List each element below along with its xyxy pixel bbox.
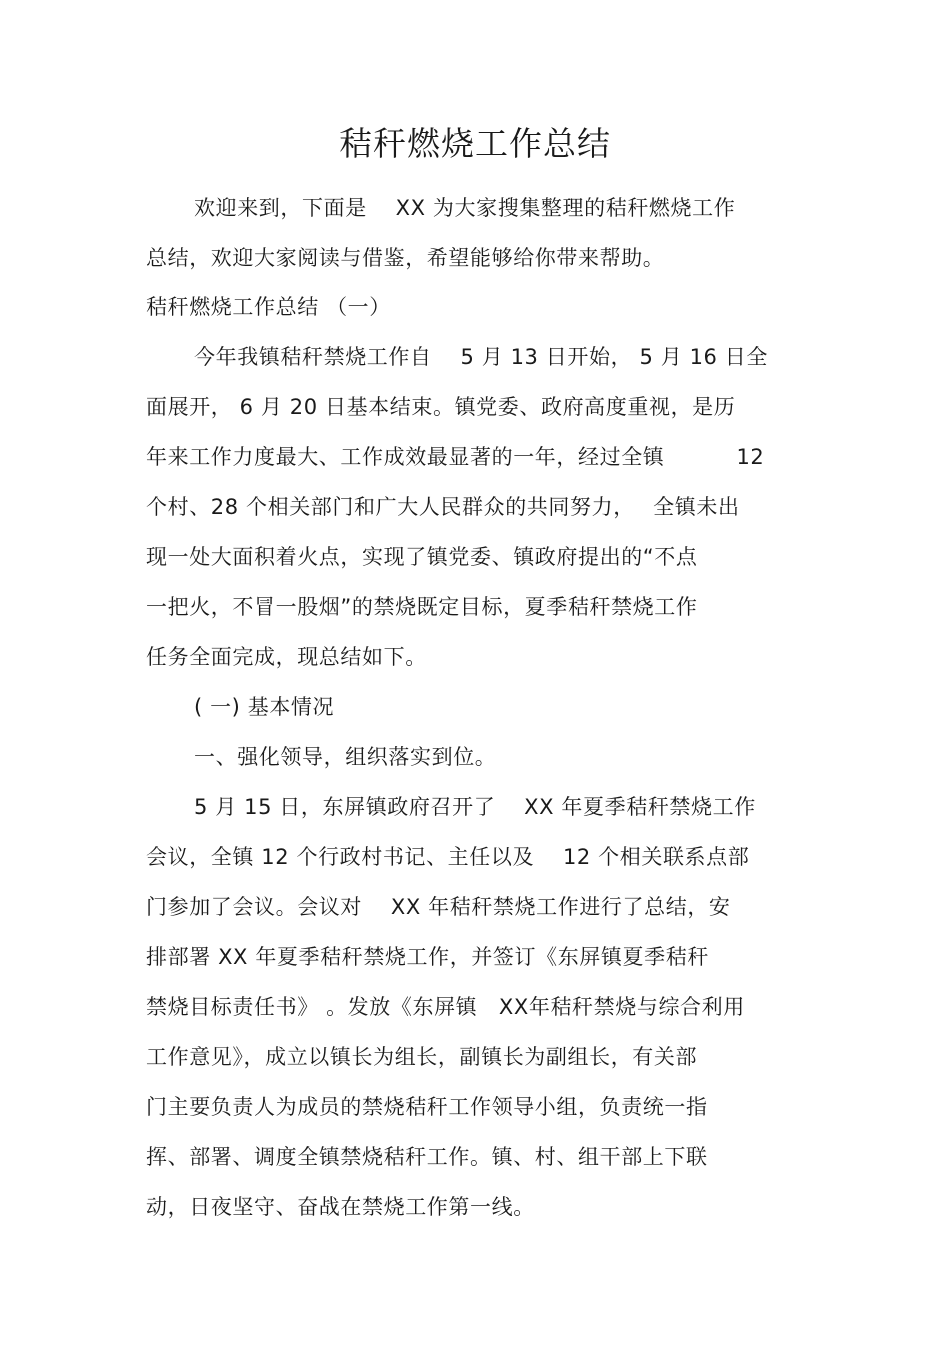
paragraph-line: 今年我镇秸秆禁烧工作自 5 月 13 日开始， 5 月 16 日全	[194, 345, 768, 369]
intro-line-2: 总结，欢迎大家阅读与借鉴，希望能够给你带来帮助。	[146, 246, 665, 270]
subsection-heading: 一、强化领导，组织落实到位。	[194, 745, 497, 769]
paragraph-line: 年来工作力度最大、工作成效最显著的一年，经过全镇 12	[146, 445, 765, 469]
paragraph-line: 个村、28 个相关部门和广大人民群众的共同努力， 全镇未出	[146, 495, 740, 519]
paragraph-line: 挥、部署、调度全镇禁烧秸秆工作。镇、村、组干部上下联	[146, 1145, 708, 1169]
paragraph-line: 任务全面完成，现总结如下。	[146, 645, 427, 669]
paragraph-line: 门主要负责人为成员的禁烧秸秆工作领导小组，负责统一指	[146, 1095, 708, 1119]
subsection-heading: ( 一) 基本情况	[194, 695, 335, 719]
intro-line-1: 欢迎来到，下面是 XX 为大家搜集整理的秸秆燃烧工作	[194, 196, 736, 220]
paragraph-line: 门参加了会议。会议对 XX 年秸秆禁烧工作进行了总结，安	[146, 895, 731, 919]
paragraph-line: 动，日夜坚守、奋战在禁烧工作第一线。	[146, 1195, 535, 1219]
paragraph-line: 面展开， 6 月 20 日基本结束。镇党委、政府高度重视，是历	[146, 395, 736, 419]
paragraph-line: 一把火，不冒一股烟”的禁烧既定目标，夏季秸秆禁烧工作	[146, 595, 698, 619]
paragraph-line: 工作意见》，成立以镇长为组长，副镇长为副组长，有关部	[146, 1045, 698, 1069]
paragraph-line: 现一处大面积着火点，实现了镇党委、镇政府提出的“不点	[146, 545, 698, 569]
paragraph-line: 5 月 15 日，东屏镇政府召开了 XX 年夏季秸秆禁烧工作	[194, 795, 756, 819]
paragraph-line: 禁烧目标责任书》 。发放《东屏镇 XX年秸秆禁烧与综合利用	[146, 995, 745, 1019]
paragraph-line: 会议，全镇 12 个行政村书记、主任以及 12 个相关联系点部	[146, 845, 750, 869]
paragraph-line: 排部署 XX 年夏季秸秆禁烧工作，并签订《东屏镇夏季秸秆	[146, 945, 709, 969]
section-heading: 秸秆燃烧工作总结 （一）	[146, 295, 391, 319]
document-title: 秸秆燃烧工作总结	[339, 124, 611, 163]
